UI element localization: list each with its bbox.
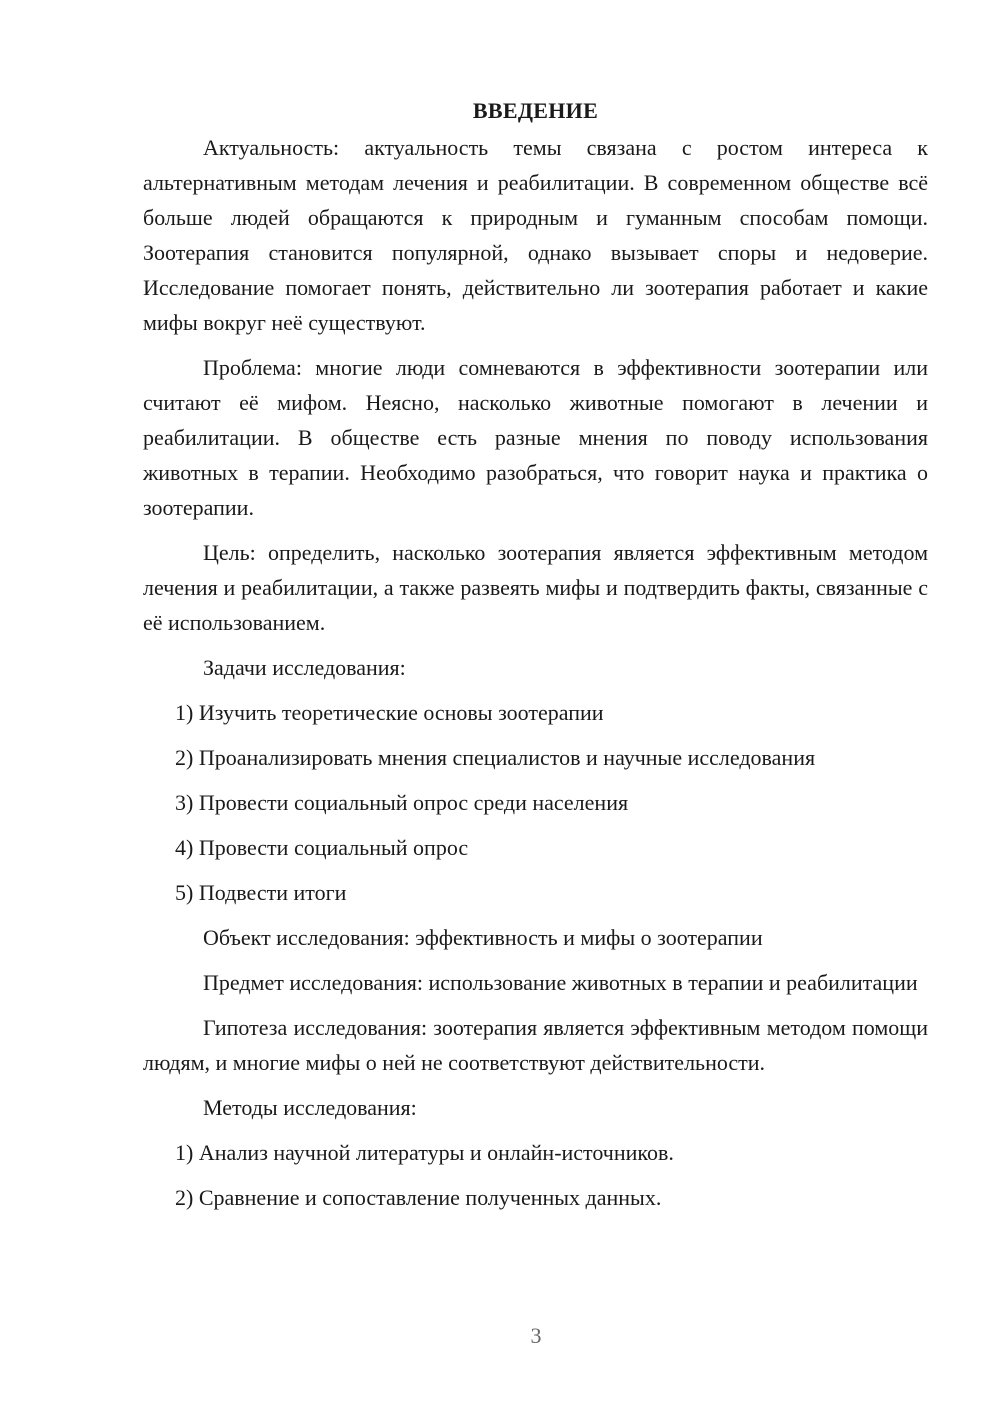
- task-item-1: 1) Изучить теоретические основы зоотерапии: [175, 700, 604, 725]
- relevance-paragraph: Актуальность: актуальность темы связана с ростом интереса к альтернативным методам лечения и реабилитации. В современном обществе всё больше людей обращаются к природным и гуманным способам помощи. Зоотерапия становится популярной, однако вызывает споры и недоверие. Исследование помогает понять, действительно ли зоотерапия работает и какие мифы вокруг неё существуют.: [143, 135, 928, 335]
- task-item-5: 5) Подвести итоги: [175, 880, 347, 905]
- goal-paragraph: Цель: определить, насколько зоотерапия является эффективным методом лечения и реабилитации, а также развеять мифы и подтвердить факты, связанные с её использованием.: [143, 540, 928, 635]
- task-item-3: 3) Провести социальный опрос среди населения: [175, 790, 629, 815]
- hypothesis-paragraph: Гипотеза исследования: зоотерапия является эффективным методом помощи людям, и многие мифы о ней не соответствуют действительности.: [143, 1015, 928, 1075]
- method-item-2: 2) Сравнение и сопоставление полученных данных.: [175, 1185, 662, 1210]
- problem-paragraph: Проблема: многие люди сомневаются в эффективности зоотерапии или считают её мифом. Неясно, насколько животные помогают в лечении и реабилитации. В обществе есть разные мнения по поводу использования животных в терапии. Необходимо разобраться, что говорит наука и практика о зоотерапии.: [143, 355, 928, 520]
- task-item-2: 2) Проанализировать мнения специалистов и научные исследования: [175, 745, 816, 770]
- task-item-4: 4) Провести социальный опрос: [175, 835, 469, 860]
- method-item-1: 1) Анализ научной литературы и онлайн-источников.: [175, 1140, 674, 1165]
- object-paragraph: Объект исследования: эффективность и мифы о зоотерапии: [203, 925, 763, 950]
- document-page: [143, 96, 928, 1225]
- page-number: 3: [530, 1323, 542, 1348]
- methods-heading: Методы исследования:: [203, 1095, 417, 1120]
- tasks-heading: Задачи исследования:: [203, 655, 406, 680]
- subject-paragraph: Предмет исследования: использование животных в терапии и реабилитации: [203, 970, 918, 995]
- section-title: ВВЕДЕНИЕ: [472, 98, 599, 123]
